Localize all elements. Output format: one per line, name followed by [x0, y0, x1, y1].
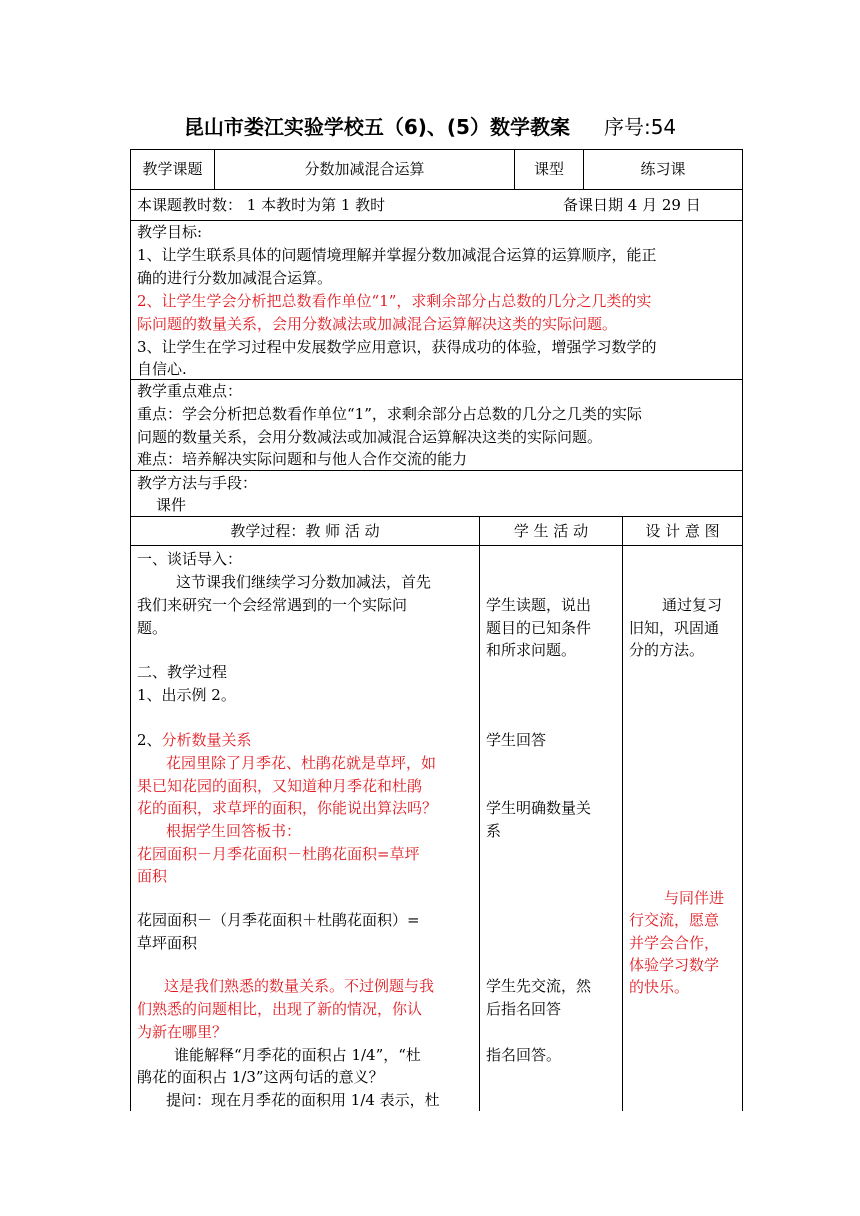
- teacher-line: 提问：现在月季花的面积用 1/4 表示，杜: [166, 1091, 440, 1109]
- design-line: 并学会合作，: [629, 934, 720, 952]
- objectives-heading: 教学目标:: [137, 223, 203, 241]
- serial-number: 序号:54: [603, 115, 677, 139]
- teacher-line: 鹃花的面积占 1/3”这两句话的意义？: [137, 1068, 384, 1086]
- student-line: 学生回答: [486, 731, 547, 749]
- course-label: 教学课题: [142, 160, 203, 178]
- document-title: [0, 112, 860, 142]
- teacher-line: [137, 729, 252, 751]
- teacher-line: 花园面积－（月季花面积＋杜鹃花面积）=: [137, 911, 420, 929]
- teacher-line: 1、出示例 2。: [137, 686, 236, 704]
- student-line: 学生读题，说出: [486, 596, 592, 614]
- row-divider: [130, 220, 743, 221]
- type-value: 练习课: [640, 160, 686, 178]
- teacher-line: 花园里除了月季花、杜鹃花就是草坪，如: [166, 754, 437, 772]
- design-line: 与同伴进: [664, 889, 725, 907]
- design-line: 体验学习数学: [629, 956, 720, 974]
- row-divider: [130, 470, 743, 471]
- row-divider: [130, 545, 743, 546]
- prep-date: 备课日期 4 月 29 日: [563, 196, 701, 214]
- design-intent-header: 设 计 意 图: [645, 522, 720, 540]
- design-line: 通过复习: [662, 596, 723, 614]
- col-divider: [479, 516, 480, 1111]
- design-line: 行交流，愿意: [629, 911, 720, 929]
- design-line: 旧知，巩固通: [629, 619, 720, 637]
- student-activity-header: 学 生 活 动: [513, 522, 589, 540]
- teacher-line: 花的面积，求草坪的面积，你能说出算法吗？: [137, 799, 438, 817]
- student-line: 和所求问题。: [486, 641, 577, 659]
- objective-line: 际问题的数量关系，会用分数减法或加减混合运算解决这类的实际问题。: [137, 315, 618, 333]
- lesson-hours: 本课题教时数： 1 本教时为第 1 教时: [137, 196, 386, 214]
- teacher-line: 这节课我们继续学习分数加减法，首先: [176, 573, 432, 591]
- col-divider: [622, 516, 623, 1111]
- teacher-line: 题。: [137, 619, 168, 637]
- teacher-line: 面积: [137, 867, 168, 885]
- student-line: 题目的已知条件: [486, 619, 592, 637]
- teacher-line: 二、教学过程: [137, 663, 228, 681]
- student-line: 学生明确数量关: [486, 799, 592, 817]
- teacher-line: 果已知花园的面积，又知道种月季花和杜鹃: [137, 777, 423, 795]
- objective-line: 2、让学生学会分析把总数看作单位“1”，求剩余部分占总数的几分之几类的实: [137, 292, 652, 310]
- student-line: 系: [486, 822, 502, 840]
- teacher-line: 根据学生回答板书：: [166, 822, 302, 840]
- key-point-line: 问题的数量关系，会用分数减法或加减混合运算解决这类的实际问题。: [137, 428, 603, 446]
- objective-line: 确的进行分数加减混合运算。: [137, 269, 333, 287]
- teacher-line: 一、谈话导入：: [137, 550, 243, 568]
- teacher-line: 我们来研究一个会经常遇到的一个实际问: [137, 596, 408, 614]
- methods-value: 课件: [156, 496, 187, 514]
- course-title: 分数加减混合运算: [304, 160, 425, 178]
- teacher-activity-header: 教学过程：教 师 活 动: [230, 522, 380, 540]
- student-line: 后指名回答: [486, 1000, 562, 1018]
- objective-line: 1、让学生联系具体的问题情境理解并掌握分数加减混合运算的运算顺序，能正: [137, 246, 657, 264]
- key-point-line: 难点：培养解决实际问题和与他人合作交流的能力: [137, 450, 468, 468]
- teacher-line: 谁能解释“月季花的面积占 1/4”，“杜: [174, 1046, 421, 1064]
- objective-line: 3、让学生在学习过程中发展数学应用意识，获得成功的体验，增强学习数学的: [137, 338, 657, 356]
- teacher-line: 们熟悉的问题相比，出现了新的情况，你认: [137, 1000, 423, 1018]
- teacher-line: 草坪面积: [137, 934, 198, 952]
- type-label: 课型: [533, 160, 564, 178]
- teacher-line: 花园面积－月季花面积－杜鹃花面积=草坪: [137, 845, 420, 863]
- title-main: 昆山市娄江实验学校五（6)、(5）数学教案: [183, 115, 570, 139]
- row-divider: [130, 516, 743, 517]
- design-line: 分的方法。: [629, 641, 705, 659]
- row-divider: [130, 189, 743, 190]
- teacher-line: 这是我们熟悉的数量关系。不过例题与我: [164, 977, 435, 995]
- student-line: 指名回答。: [486, 1046, 562, 1064]
- key-point-line: 重点：学会分析把总数看作单位“1”，求剩余部分占总数的几分之几类的实际: [137, 405, 642, 423]
- objective-line: 自信心.: [137, 360, 187, 378]
- teacher-line-number: 2、: [137, 731, 162, 749]
- student-line: 学生先交流，然: [486, 977, 592, 995]
- teacher-line: 为新在哪里？: [137, 1023, 228, 1041]
- design-line: 的快乐。: [629, 978, 690, 996]
- methods-heading: 教学方法与手段：: [137, 474, 258, 492]
- teacher-line-text: 分析数量关系: [161, 731, 252, 749]
- key-points-heading: 教学重点难点：: [137, 382, 243, 400]
